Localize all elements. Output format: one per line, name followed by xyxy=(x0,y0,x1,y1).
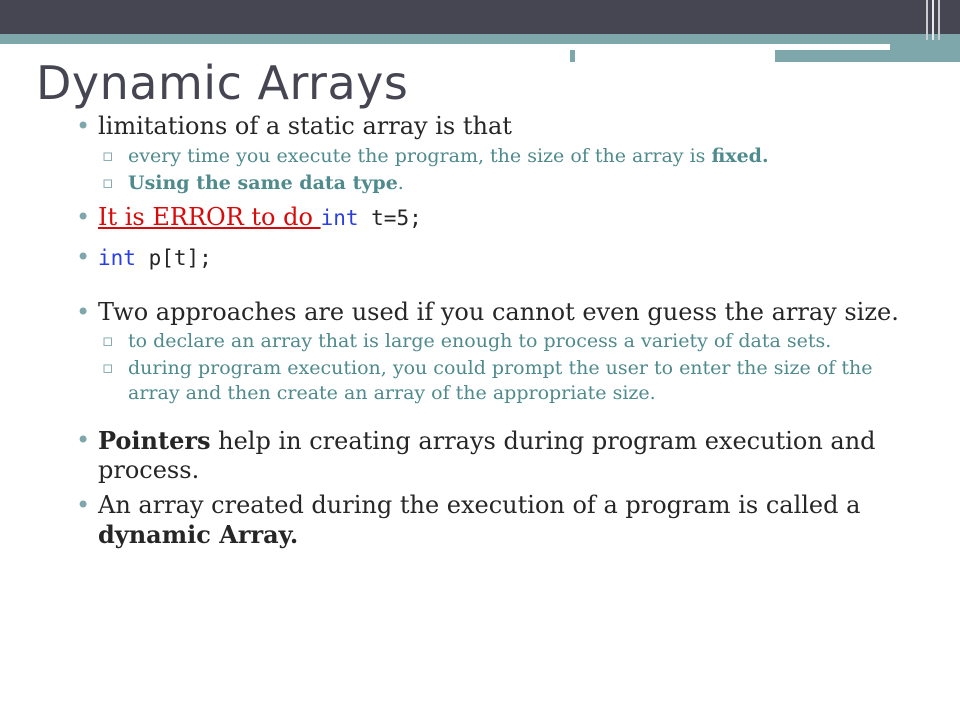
bullet-two-approaches: • Two approaches are used if you cannot even guess the array size. xyxy=(76,298,899,326)
bullet-dynamic-array: • An array created during the execution of a program is called a dynamic Array. xyxy=(76,491,861,549)
sub-bullet-prompt-user: ▫ during program execution, you could prompt the user to enter the size of the array and then create an array of the appropriate size. xyxy=(102,357,873,404)
sub-bullet-icon: ▫ xyxy=(102,146,114,166)
sub-bullet-large-array: ▫ to declare an array that is large enough to process a variety of data sets. xyxy=(102,330,832,352)
sub-bullet-icon: ▫ xyxy=(102,173,114,193)
accent-stripe xyxy=(0,34,960,44)
sub-bullet-same-type: ▫ Using the same data type. xyxy=(102,172,404,194)
slide-title: Dynamic Arrays xyxy=(36,56,409,110)
bullet-dot-icon: • xyxy=(76,491,91,519)
bullet-limitations: • limitations of a static array is that xyxy=(76,112,512,140)
top-header-bar xyxy=(0,0,960,34)
bullet-error-code: • It is ERROR to do int t=5; xyxy=(76,203,422,231)
stripe-tail xyxy=(575,50,775,62)
sub-bullet-icon: ▫ xyxy=(102,331,114,351)
bullet-dot-icon: • xyxy=(76,203,91,231)
sub-bullet-icon: ▫ xyxy=(102,358,114,378)
bullet-dot-icon: • xyxy=(76,298,91,326)
sub-bullet-fixed-size: ▫ every time you execute the program, the size of the array is fixed. xyxy=(102,145,769,167)
bullet-dot-icon: • xyxy=(76,426,91,454)
bullet-dot-icon: • xyxy=(76,243,91,271)
bullet-dot-icon: • xyxy=(76,112,91,140)
corner-decoration xyxy=(926,0,956,40)
slide-body xyxy=(74,112,914,550)
bullet-pointers: • Pointers help in creating arrays during program execution and process. xyxy=(76,426,876,484)
bullet-array-code: • int p[t]; xyxy=(76,243,212,271)
